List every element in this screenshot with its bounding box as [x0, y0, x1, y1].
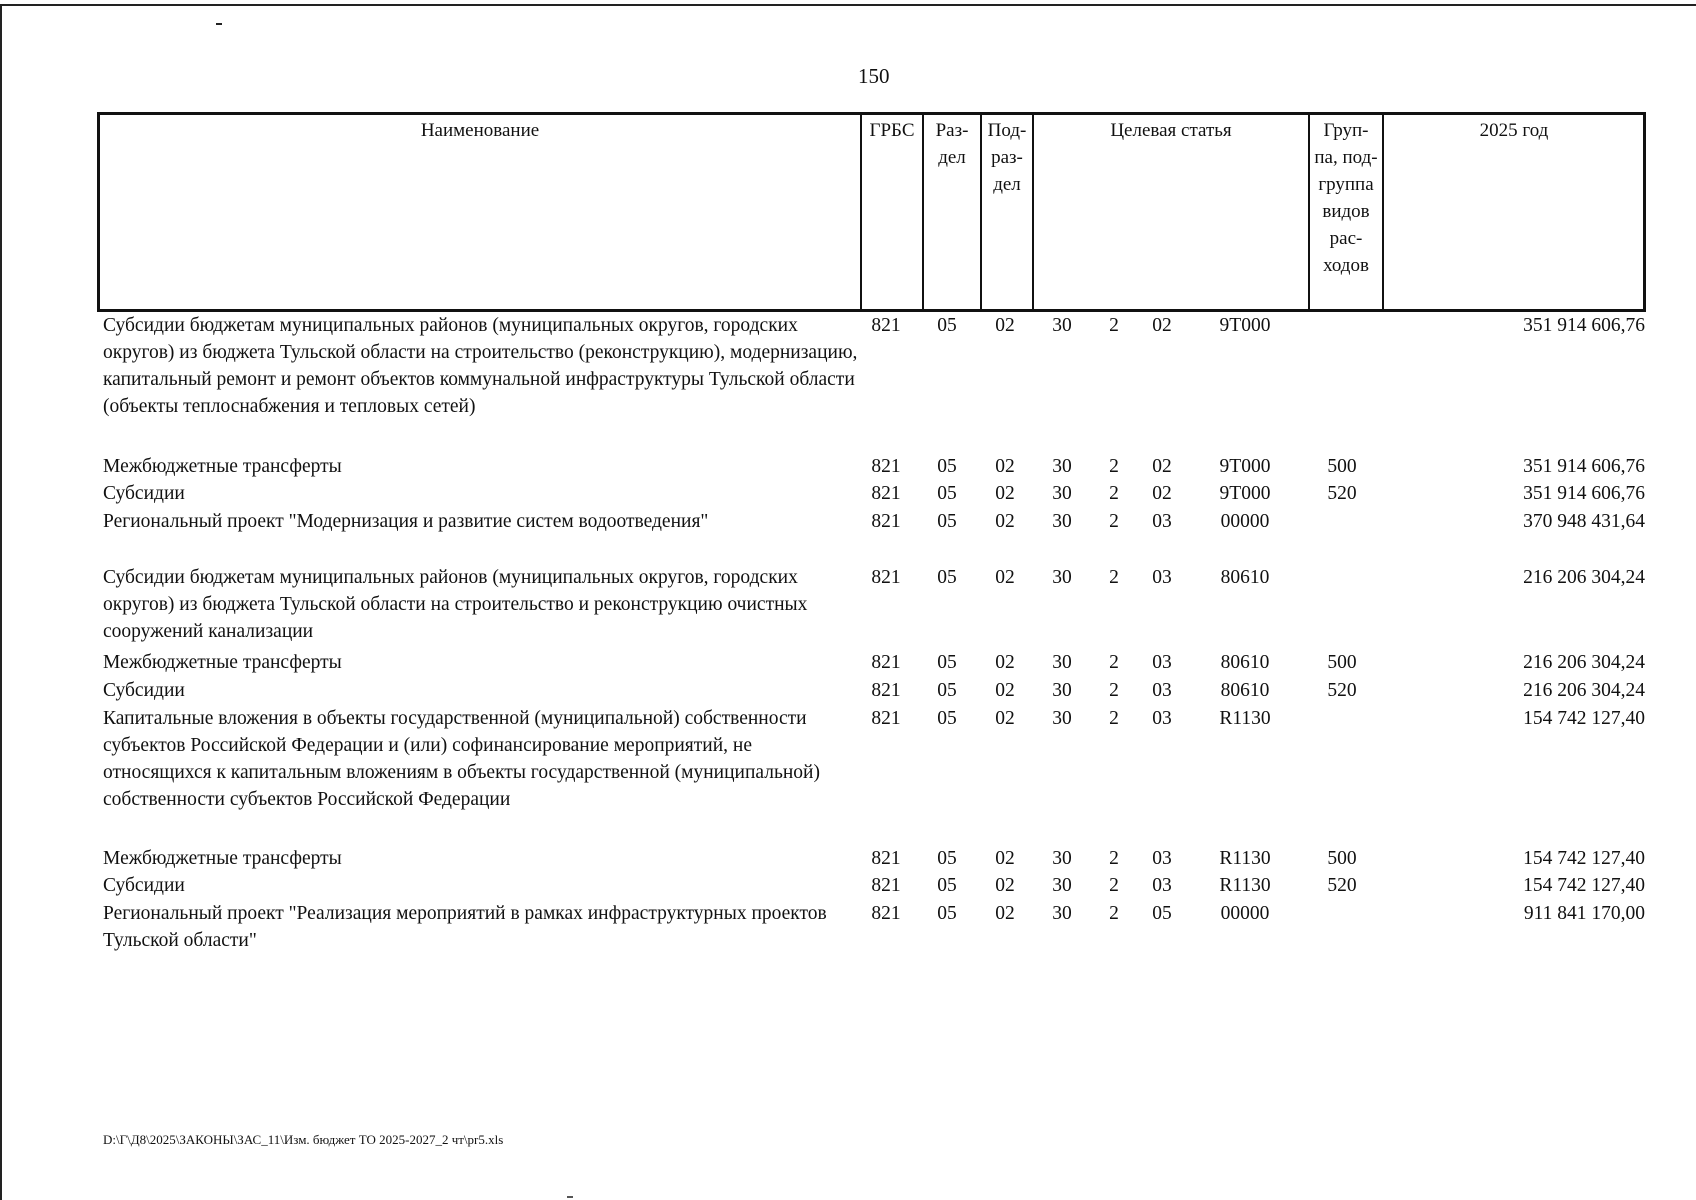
- row-name: Субсидии: [103, 680, 185, 701]
- row-podrazdel: 02: [995, 680, 1015, 701]
- header-razdel: [924, 117, 980, 311]
- row-podrazdel: 02: [995, 848, 1015, 869]
- row-name: Субсидии: [103, 875, 185, 896]
- row-target-subprogram: 03: [1152, 848, 1172, 869]
- row-grbs: 821: [871, 456, 901, 477]
- row-name: Субсидии бюджетам муниципальных районов (муниципальных округов, городских округов) из бюджета Тульской области на строительство и реконструкцию очистных сооружений канализации: [103, 567, 808, 642]
- row-razdel: 05: [937, 903, 957, 924]
- row-grbs: 821: [871, 903, 901, 924]
- table-header: [97, 112, 1646, 312]
- row-target-program: 30: [1052, 483, 1072, 504]
- row-target-program: 30: [1052, 903, 1072, 924]
- row-target-direction: 9Т000: [1219, 315, 1271, 336]
- row-sum-2025: 154 742 127,40: [1523, 875, 1645, 896]
- page-number: 150: [858, 64, 890, 88]
- row-name: Капитальные вложения в объекты государственной (муниципальной) собственности субъектов Российской Федерации и (или) софинансирование мероприятий, не относящихся к капитальным вложениям в объекты государственной (муниципальной) собственности субъектов Российской Федерации: [103, 708, 820, 810]
- header-expense-group: [1310, 117, 1382, 311]
- row-target-type: 2: [1109, 511, 1119, 532]
- row-target-direction: R1130: [1219, 875, 1271, 896]
- row-podrazdel: 02: [995, 511, 1015, 532]
- row-target-program: 30: [1052, 315, 1072, 336]
- row-target-program: 30: [1052, 680, 1072, 701]
- header-expense-group-line: Груп-: [1323, 120, 1369, 141]
- row-razdel: 05: [937, 708, 957, 729]
- row-target-type: 2: [1109, 875, 1119, 896]
- row-target-direction: R1130: [1219, 708, 1271, 729]
- header-podrazdel-line: Под-: [987, 120, 1027, 141]
- row-name: Межбюджетные трансферты: [103, 652, 342, 673]
- row-grbs: 821: [871, 708, 901, 729]
- header-podrazdel-line: дел: [993, 174, 1021, 195]
- row-grbs: 821: [871, 567, 901, 588]
- header-grbs: ГРБС: [869, 120, 915, 141]
- row-target-direction: 00000: [1220, 511, 1270, 532]
- row-grbs: 821: [871, 315, 901, 336]
- row-target-program: 30: [1052, 848, 1072, 869]
- row-target-subprogram: 05: [1152, 903, 1172, 924]
- row-expense-group: 500: [1327, 652, 1357, 673]
- row-razdel: 05: [937, 848, 957, 869]
- row-target-subprogram: 03: [1152, 652, 1172, 673]
- row-razdel: 05: [937, 511, 957, 532]
- row-target-program: 30: [1052, 875, 1072, 896]
- row-sum-2025: 351 914 606,76: [1523, 456, 1645, 477]
- row-sum-2025: 216 206 304,24: [1523, 567, 1645, 588]
- row-podrazdel: 02: [995, 315, 1015, 336]
- row-target-subprogram: 02: [1152, 315, 1172, 336]
- row-target-type: 2: [1109, 708, 1119, 729]
- row-target-subprogram: 03: [1152, 708, 1172, 729]
- row-target-direction: 80610: [1220, 567, 1270, 588]
- row-name: Региональный проект "Реализация мероприятий в рамках инфраструктурных проектов Тульской области": [103, 903, 827, 951]
- row-name: Региональный проект "Модернизация и развитие систем водоотведения": [103, 511, 709, 532]
- row-razdel: 05: [937, 483, 957, 504]
- row-razdel: 05: [937, 875, 957, 896]
- row-target-subprogram: 02: [1152, 456, 1172, 477]
- row-name: Субсидии бюджетам муниципальных районов (муниципальных округов, городских округов) из бюджета Тульской области на строительство (реконструкцию), модернизацию, капитальный ремонт и ремонт объектов коммунальной инфраструктуры Тульской области (объекты теплоснабжения и тепловых сетей): [103, 315, 858, 417]
- page-border-top: [0, 4, 1696, 6]
- row-podrazdel: 02: [995, 708, 1015, 729]
- row-target-subprogram: 03: [1152, 680, 1172, 701]
- header-razdel-line: дел: [938, 147, 966, 168]
- row-target-type: 2: [1109, 848, 1119, 869]
- row-razdel: 05: [937, 315, 957, 336]
- row-grbs: 821: [871, 511, 901, 532]
- row-target-program: 30: [1052, 708, 1072, 729]
- row-target-subprogram: 03: [1152, 567, 1172, 588]
- header-expense-group-line: па, под-: [1314, 147, 1378, 168]
- row-expense-group: 500: [1327, 848, 1357, 869]
- row-target-program: 30: [1052, 456, 1072, 477]
- row-target-program: 30: [1052, 511, 1072, 532]
- file-path-footer: D:\Г\Д8\2025\ЗАКОНЫ\ЗАС_11\Изм. бюджет ТО 2025-2027_2 чт\pr5.xls: [103, 1132, 504, 1147]
- row-grbs: 821: [871, 875, 901, 896]
- row-target-direction: 00000: [1220, 903, 1270, 924]
- header-year: 2025 год: [1479, 120, 1549, 141]
- row-target-subprogram: 02: [1152, 483, 1172, 504]
- header-expense-group-line: видов: [1322, 201, 1370, 222]
- row-podrazdel: 02: [995, 483, 1015, 504]
- row-podrazdel: 02: [995, 875, 1015, 896]
- row-name: Межбюджетные трансферты: [103, 456, 342, 477]
- row-grbs: 821: [871, 652, 901, 673]
- row-target-type: 2: [1109, 680, 1119, 701]
- row-grbs: 821: [871, 848, 901, 869]
- scan-mark: [216, 23, 222, 25]
- row-target-subprogram: 03: [1152, 511, 1172, 532]
- header-target-article: Целевая статья: [1110, 120, 1232, 141]
- row-razdel: 05: [937, 567, 957, 588]
- row-sum-2025: 154 742 127,40: [1523, 708, 1645, 729]
- row-podrazdel: 02: [995, 456, 1015, 477]
- row-name: Субсидии: [103, 483, 185, 504]
- header-expense-group-line: рас-: [1329, 228, 1363, 249]
- row-expense-group: 500: [1327, 456, 1357, 477]
- row-target-program: 30: [1052, 652, 1072, 673]
- header-razdel-line: Раз-: [935, 120, 969, 141]
- row-grbs: 821: [871, 483, 901, 504]
- row-target-type: 2: [1109, 456, 1119, 477]
- row-podrazdel: 02: [995, 567, 1015, 588]
- header-podrazdel-line: раз-: [991, 147, 1023, 168]
- row-podrazdel: 02: [995, 652, 1015, 673]
- row-expense-group: 520: [1327, 483, 1357, 504]
- page-border-left: [0, 4, 2, 1200]
- row-sum-2025: 154 742 127,40: [1523, 848, 1645, 869]
- row-razdel: 05: [937, 652, 957, 673]
- row-sum-2025: 911 841 170,00: [1523, 903, 1645, 924]
- row-target-direction: R1130: [1219, 848, 1271, 869]
- header-podrazdel: [982, 117, 1032, 311]
- header-name: Наименование: [420, 120, 540, 141]
- row-target-type: 2: [1109, 652, 1119, 673]
- row-podrazdel: 02: [995, 903, 1015, 924]
- row-sum-2025: 370 948 431,64: [1523, 511, 1645, 532]
- scan-mark-bottom: [567, 1196, 573, 1198]
- row-razdel: 05: [937, 680, 957, 701]
- header-expense-group-line: группа: [1318, 174, 1374, 195]
- row-target-type: 2: [1109, 483, 1119, 504]
- row-target-subprogram: 03: [1152, 875, 1172, 896]
- row-sum-2025: 216 206 304,24: [1523, 652, 1645, 673]
- row-sum-2025: 351 914 606,76: [1523, 483, 1645, 504]
- row-target-type: 2: [1109, 315, 1119, 336]
- row-target-direction: 80610: [1220, 652, 1270, 673]
- row-grbs: 821: [871, 680, 901, 701]
- row-target-type: 2: [1109, 567, 1119, 588]
- row-target-direction: 9Т000: [1219, 456, 1271, 477]
- row-target-direction: 80610: [1220, 680, 1270, 701]
- row-name: Межбюджетные трансферты: [103, 848, 342, 869]
- row-expense-group: 520: [1327, 875, 1357, 896]
- row-target-direction: 9Т000: [1219, 483, 1271, 504]
- row-razdel: 05: [937, 456, 957, 477]
- header-expense-group-line: ходов: [1323, 255, 1369, 276]
- row-sum-2025: 216 206 304,24: [1523, 680, 1645, 701]
- row-expense-group: 520: [1327, 680, 1357, 701]
- row-sum-2025: 351 914 606,76: [1523, 315, 1645, 336]
- row-target-program: 30: [1052, 567, 1072, 588]
- row-target-type: 2: [1109, 903, 1119, 924]
